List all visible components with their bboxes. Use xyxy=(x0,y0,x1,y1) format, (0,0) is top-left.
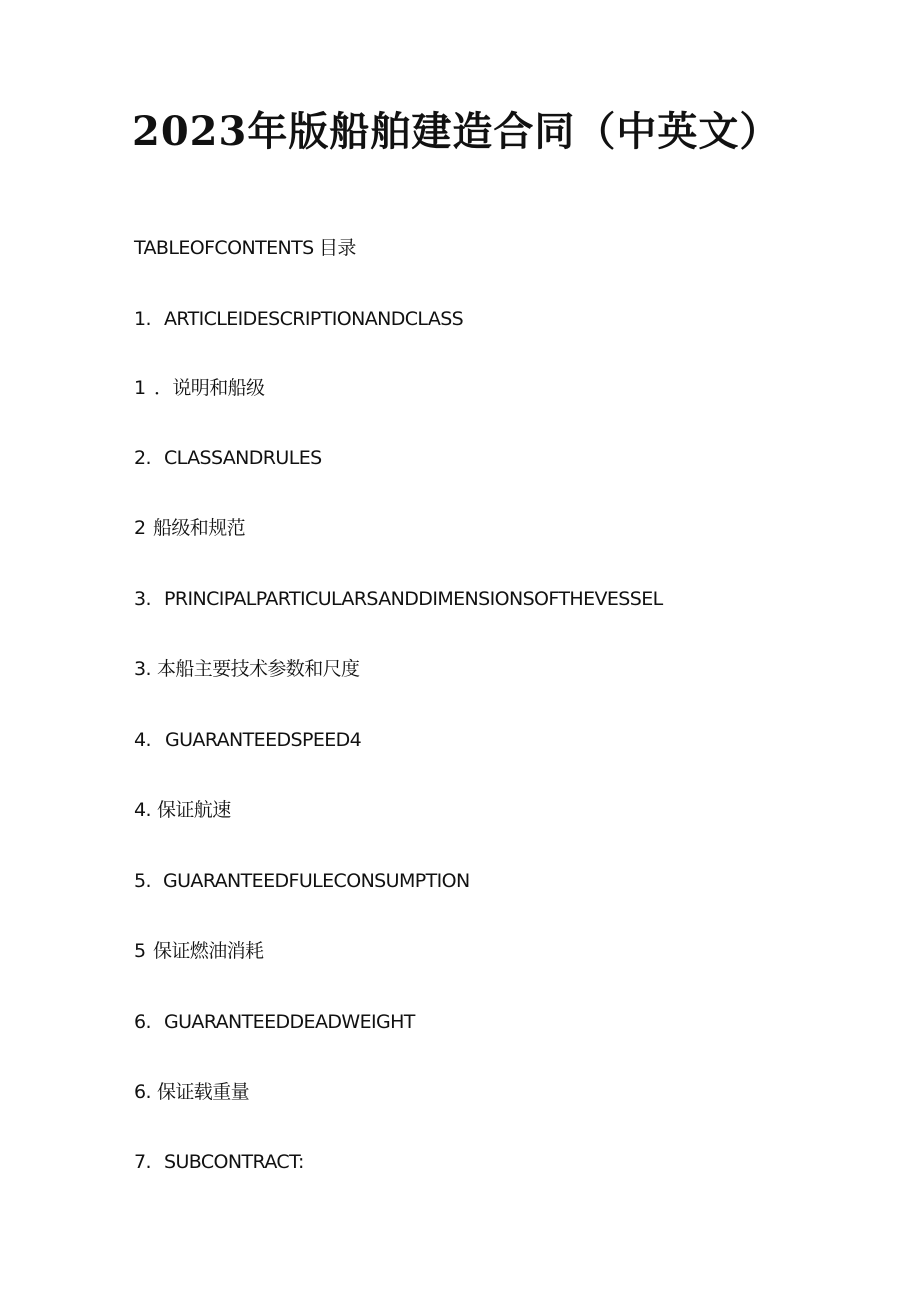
toc-entry-5-zh xyxy=(134,942,263,961)
toc-entry-number: 2. xyxy=(134,447,151,469)
toc-entry-number: 6. xyxy=(134,1081,151,1103)
toc-entry-text: GUARANTEEDDEADWEIGHT xyxy=(164,1011,415,1033)
toc-entry-number: 4. xyxy=(134,799,151,821)
toc-entry-text: PRINCIPALPARTICULARSANDDIMENSIONSOFTHEVESSEL xyxy=(164,588,663,610)
toc-entry-6-zh xyxy=(134,1083,249,1102)
toc-entry-2-zh xyxy=(134,519,245,538)
toc-entry-number: 5. xyxy=(134,870,151,892)
toc-entry-number: 3. xyxy=(134,588,151,610)
toc-entry-number: 6. xyxy=(134,1011,151,1033)
toc-entry-number: 1. xyxy=(134,308,151,330)
toc-entry-text: 本船主要技术参数和尺度 xyxy=(157,658,360,680)
toc-entry-text: CLASSANDRULES xyxy=(164,447,322,469)
toc-entry-text: ．说明和船级 xyxy=(154,377,265,399)
toc-entry-1-zh xyxy=(134,379,264,398)
toc-entry-text: ARTICLEIDESCRIPTIONANDCLASS xyxy=(164,308,464,330)
toc-entry-text: 保证燃油消耗 xyxy=(153,940,264,962)
toc-heading: TABLEOFCONTENTS 目录 xyxy=(134,237,356,259)
toc-entry-number: 4. xyxy=(134,729,151,751)
toc-entry-number: 1 xyxy=(134,377,146,399)
document-title: 2023年版船舶建造合同（中英文） xyxy=(132,108,781,155)
toc-entry-7-en xyxy=(134,1153,304,1172)
toc-entry-6-en xyxy=(134,1013,415,1032)
toc-entry-4-en xyxy=(134,731,361,750)
toc-entry-1-en xyxy=(134,310,463,329)
toc-entry-number: 3. xyxy=(134,658,151,680)
toc-entry-number: 7. xyxy=(134,1151,151,1173)
toc-entry-text: GUARANTEEDSPEED4 xyxy=(165,729,362,751)
toc-entry-text: GUARANTEEDFULECONSUMPTION xyxy=(163,870,470,892)
toc-entry-4-zh xyxy=(134,801,231,820)
toc-entry-3-zh xyxy=(134,660,359,679)
toc-entry-5-en xyxy=(134,872,470,891)
toc-entry-2-en xyxy=(134,449,322,468)
toc-entry-number: 5 xyxy=(134,940,146,962)
toc-entry-3-en xyxy=(134,590,663,609)
toc-entry-text: SUBCONTRACT: xyxy=(164,1151,304,1173)
toc-entry-number: 2 xyxy=(134,517,146,539)
toc-entry-text: 保证载重量 xyxy=(157,1081,250,1103)
toc-entry-text: 保证航速 xyxy=(157,799,231,821)
toc-entry-text: 船级和规范 xyxy=(153,517,246,539)
